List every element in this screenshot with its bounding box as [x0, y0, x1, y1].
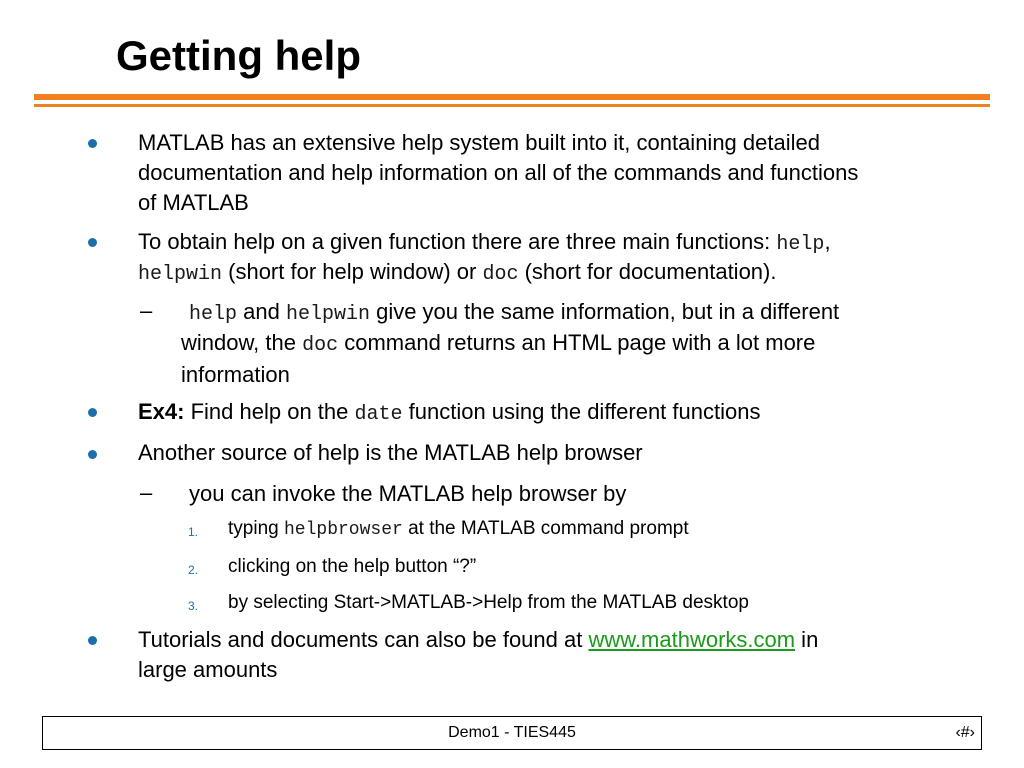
sub-2-text-4: command returns an HTML page with a lot more: [338, 330, 816, 355]
sub-2-text-2: give you the same information, but in a different: [369, 299, 840, 324]
sub-code-help: help: [189, 303, 238, 326]
item-2-text: clicking on the help button “?”: [228, 556, 477, 577]
bullet-3-line: [138, 397, 760, 430]
bullet-dot-1: [88, 139, 97, 148]
sub-2-line-2: [181, 328, 815, 361]
code-helpwin: helpwin: [138, 263, 223, 286]
bullet-1-line-3: of MATLAB: [138, 190, 249, 215]
bullet-2-text-3: (short for help window) or: [222, 259, 483, 284]
ex4-label: Ex4:: [138, 399, 185, 424]
code-helpbrowser: helpbrowser: [283, 520, 403, 540]
bullet-2-text-4: (short for documentation).: [518, 259, 777, 284]
bullet-5-line-2: large amounts: [138, 657, 278, 682]
sub-2-line-1: [181, 297, 839, 330]
bullet-5-text-2: in: [795, 627, 819, 652]
bullet-dot-4: [88, 450, 97, 459]
mathworks-link[interactable]: www.mathworks.com: [588, 627, 796, 652]
footer-box: [42, 716, 982, 750]
code-doc: doc: [482, 263, 519, 286]
sub-2-line-3: information: [181, 362, 290, 387]
bullet-2-text-1: To obtain help on a given function there are three main functions:: [138, 229, 777, 254]
bullet-dot-2: [88, 238, 97, 247]
bullet-2-text-2: ,: [824, 229, 831, 254]
sub-4-line: you can invoke the MATLAB help browser by: [189, 481, 627, 506]
bullet-1-line-2: documentation and help information on all of the commands and functions: [138, 160, 859, 185]
bullet-2-line-2: [138, 257, 776, 290]
item-3-number: 3.: [188, 599, 199, 613]
item-1-text-1: typing: [228, 518, 284, 539]
item-1-text: [228, 517, 689, 542]
bullet-4-line: Another source of help is the MATLAB help browser: [138, 440, 643, 465]
bullet-3-text-1: Find help on the: [184, 399, 355, 424]
slide-title: Getting help: [116, 32, 361, 79]
bullet-5-line-1: [138, 625, 818, 655]
item-1-number: 1.: [188, 525, 199, 539]
bullet-1-line-1: MATLAB has an extensive help system built into it, containing detailed: [138, 130, 820, 155]
code-help: help: [776, 233, 825, 256]
bullet-5-text-1: Tutorials and documents can also be found at: [138, 627, 589, 652]
bullet-dot-3: [88, 408, 97, 417]
bullet-dot-5: [88, 636, 97, 645]
sub-2-text-3: window, the: [181, 330, 303, 355]
footer-title: Demo1 - TIES445: [448, 724, 576, 741]
sub-dash-2: –: [140, 480, 153, 505]
sub-2-text-1: and: [237, 299, 286, 324]
item-2-number: 2.: [188, 563, 199, 577]
item-3-text: by selecting Start->MATLAB->Help from the MATLAB desktop: [228, 592, 749, 613]
title-rule-thin: [34, 104, 990, 107]
sub-code-helpwin: helpwin: [285, 303, 370, 326]
slide-number: ‹#›: [955, 724, 975, 741]
sub-dash-1: –: [140, 298, 153, 323]
sub-code-doc: doc: [302, 334, 339, 357]
item-1-text-2: at the MATLAB command prompt: [402, 518, 689, 539]
bullet-2-line-1: [138, 227, 831, 260]
title-rule-thick: [34, 94, 990, 100]
bullet-3-text-2: function using the different functions: [402, 399, 761, 424]
code-date: date: [354, 403, 403, 426]
